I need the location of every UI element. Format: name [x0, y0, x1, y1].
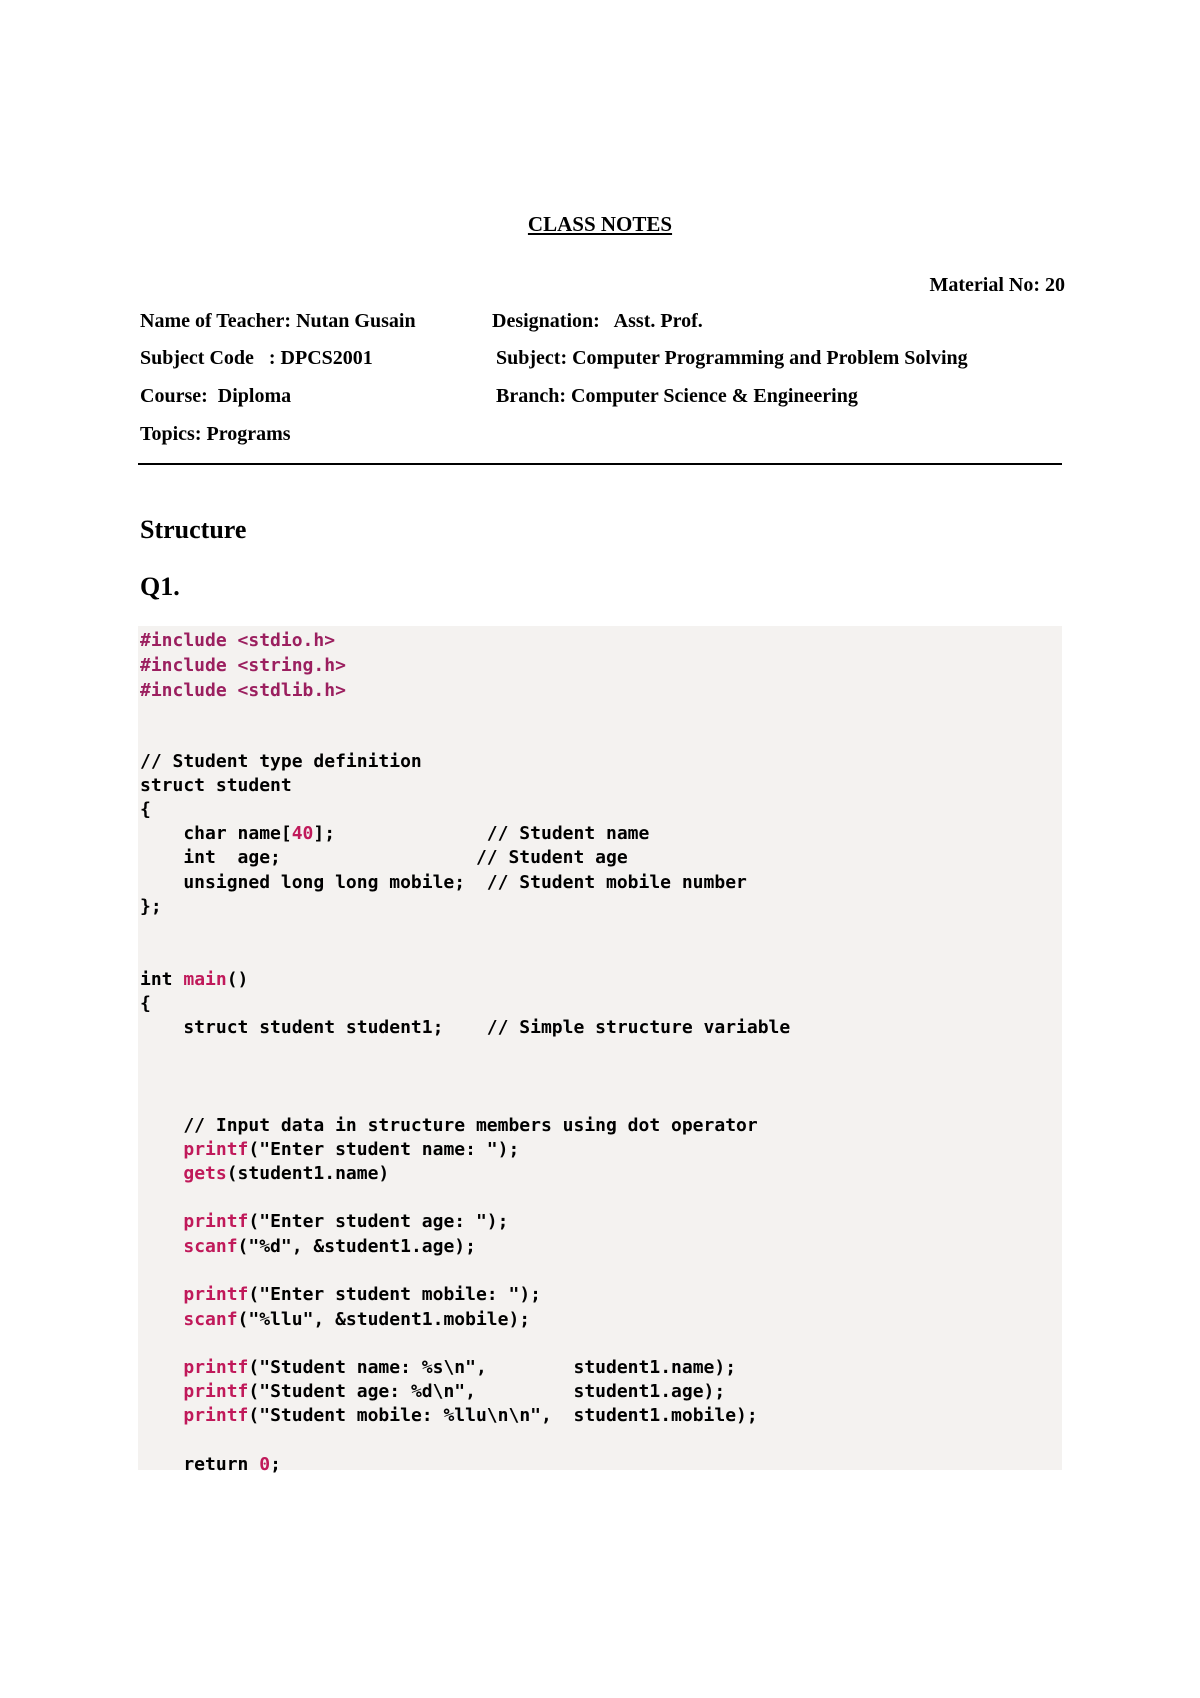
- code-indent: [140, 1211, 183, 1232]
- teacher-name: Name of Teacher: Nutan Gusain: [140, 310, 416, 332]
- question-label: Q1.: [140, 572, 180, 601]
- material-number: Material No: 20: [929, 274, 1065, 296]
- code-line: [140, 1380, 725, 1404]
- code-token: ("%llu", &student1.mobile);: [237, 1309, 531, 1330]
- code-line: [140, 1283, 541, 1307]
- code-line: #include <stdlib.h>: [140, 680, 346, 701]
- code-token: ("Student name: %s\n", student1.name);: [248, 1357, 737, 1378]
- code-indent: [140, 1163, 183, 1184]
- subject-code: Subject Code : DPCS2001: [140, 347, 373, 369]
- code-indent: [140, 1139, 183, 1160]
- code-function: main: [183, 969, 227, 990]
- code-token: ("Student mobile: %llu\n\n", student1.mobile);: [248, 1405, 758, 1426]
- designation: Designation: Asst. Prof.: [492, 310, 703, 332]
- header-divider: [138, 463, 1062, 465]
- code-token: return: [140, 1454, 260, 1475]
- code-line: [140, 968, 248, 992]
- document-title: CLASS NOTES: [527, 212, 673, 236]
- code-function: printf: [183, 1405, 249, 1426]
- code-indent: [140, 1236, 183, 1257]
- code-token: ;: [270, 1454, 281, 1475]
- code-line: {: [140, 993, 151, 1014]
- code-line: unsigned long long mobile; // Student mobile number: [140, 872, 747, 893]
- code-indent: [140, 1284, 183, 1305]
- code-token: ("Enter student age: ");: [248, 1211, 509, 1232]
- code-line: [140, 1210, 508, 1234]
- topics: Topics: Programs: [140, 423, 291, 445]
- code-token: int: [140, 969, 184, 990]
- code-line: [140, 1404, 758, 1428]
- code-token: ]; // Student name: [313, 823, 650, 844]
- code-number: 40: [291, 823, 314, 844]
- code-indent: [140, 1309, 183, 1330]
- branch: Branch: Computer Science & Engineering: [496, 385, 858, 407]
- code-line: // Input data in structure members using dot operator: [140, 1115, 758, 1136]
- code-token: ("Enter student name: ");: [248, 1139, 520, 1160]
- code-line: [140, 1235, 476, 1259]
- code-indent: [140, 1405, 183, 1426]
- code-token: ("Enter student mobile: ");: [248, 1284, 541, 1305]
- code-line: [140, 1308, 530, 1332]
- code-function: printf: [183, 1139, 249, 1160]
- code-line: [140, 1453, 281, 1477]
- code-line: int age; // Student age: [140, 847, 628, 868]
- code-token: ("Student age: %d\n", student1.age);: [248, 1381, 726, 1402]
- code-token: (): [226, 969, 249, 990]
- code-line: [140, 1138, 519, 1162]
- subject-name: Subject: Computer Programming and Problem Solving: [496, 347, 968, 369]
- code-line: #include <stdio.h>: [140, 630, 336, 651]
- code-number: 0: [259, 1454, 271, 1475]
- code-line: struct student: [140, 775, 292, 796]
- code-token: char name[: [140, 823, 292, 844]
- code-line: [140, 1162, 389, 1186]
- code-function: printf: [183, 1381, 249, 1402]
- code-function: printf: [183, 1357, 249, 1378]
- code-line: [140, 822, 649, 846]
- code-line: {: [140, 799, 151, 820]
- section-heading: Structure: [140, 515, 247, 544]
- code-function: printf: [183, 1211, 249, 1232]
- code-line: };: [140, 896, 162, 917]
- code-line: [140, 1356, 736, 1380]
- code-indent: [140, 1357, 183, 1378]
- code-line: struct student student1; // Simple structure variable: [140, 1017, 791, 1038]
- code-function: gets: [183, 1163, 227, 1184]
- code-function: scanf: [183, 1309, 238, 1330]
- code-function: scanf: [183, 1236, 238, 1257]
- course: Course: Diploma: [140, 385, 292, 407]
- code-indent: [140, 1381, 183, 1402]
- code-token: (student1.name): [226, 1163, 390, 1184]
- code-line: // Student type definition: [140, 751, 422, 772]
- code-line: #include <string.h>: [140, 655, 346, 676]
- code-token: ("%d", &student1.age);: [237, 1236, 476, 1257]
- code-function: printf: [183, 1284, 249, 1305]
